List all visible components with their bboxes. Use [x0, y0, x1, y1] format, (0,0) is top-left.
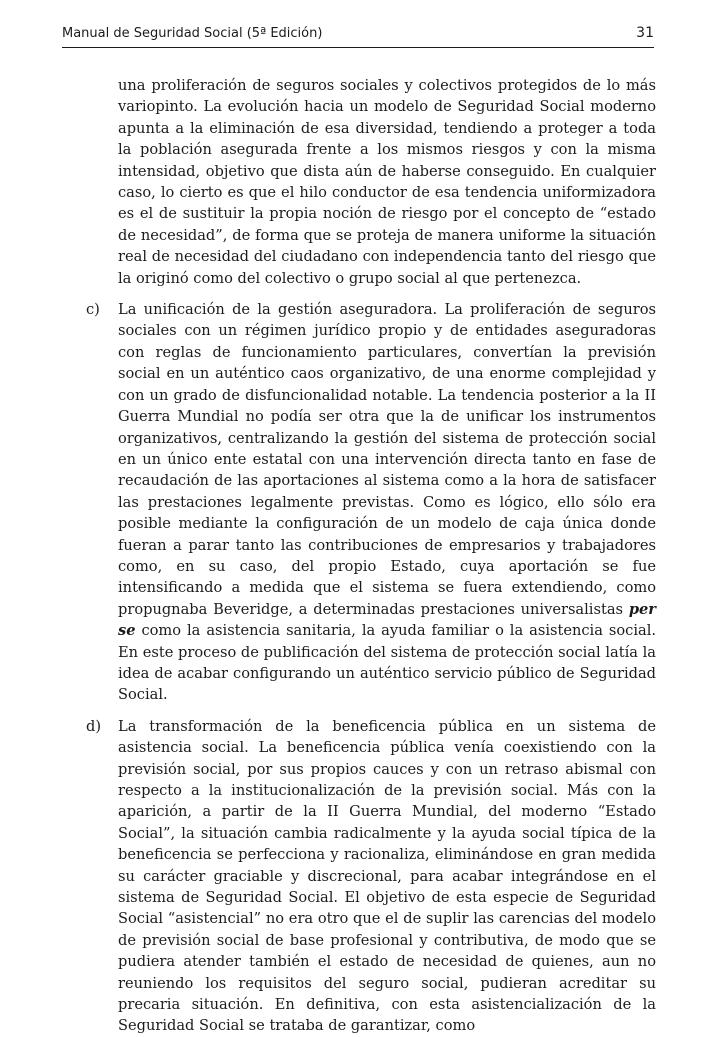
list-marker: c): [86, 301, 100, 319]
list-item-text: La unificación de la gestión aseguradora. La proliferación de seguros sociales con un régimen jurídico propio y de entidades aseguradoras con reglas de funcionamiento particulares, convertían la previsión social en un auténtico caos organizativo, de una enorme complejidad y con un grado de disfuncionalidad notable. La tendencia posterior a la II Guerra Mundial no podía ser otra que la de unificar los instrumentos organizativos, centralizando la gestión del sistema de protección social en un único ente estatal con una intervención directa tanto en fase de recaudación de las aportaciones al sistema como a la hora de satisfacer las prestaciones legalmente previstas. Como es lógico, ello sólo era posible mediante la configuración de un modelo de caja única donde fueran a parar tanto las contribuciones de empresarios y trabajadores como, en su caso, del propio Estado, cuya aportación se fue intensificando a medida que el sistema se fuera extendiendo, como propugnaba Beveridge, a determinadas prestaciones universalistas: [118, 301, 656, 618]
list-item-text-continued: como la asistencia sanitaria, la ayuda familiar o la asistencia social. En este proceso de publificación del sistema de protección social latía la idea de acabar configurando un auténtico servicio público de Seguridad Social.: [118, 622, 656, 704]
emphasis-text: per se: [118, 600, 656, 640]
page-body: [0, 75, 716, 1037]
list-item-c: [86, 299, 656, 706]
list-item-text: La transformación de la beneficencia pública en un sistema de asistencia social. La beneficencia pública venía coexistiendo con la previsión social, por sus propios cauces y con un retraso abismal con respecto a la institucionalización de la previsión social. Más con la aparición, a partir de la II Guerra Mundial, del moderno “Estado Social”, la situación cambia radicalmente y la ayuda social típica de la beneficencia se perfecciona y racionaliza, eliminándose en gran medida su carácter graciable y discrecional, para acabar integrándose en el sistema de Seguridad Social. El objetivo de esta especie de Seguridad Social “asistencial” no era otro que el de suplir las carencias del modelo de previsión social de base profesional y contributiva, de modo que se pudiera atender también el estado de necesidad de quienes, aun no reuniendo los requisitos del seguro social, pudieran acreditar su precaria situación. En definitiva, con esta asistencialización de la Seguridad Social se trataba de garantizar, como: [118, 717, 656, 1035]
continued-paragraph: una proliferación de seguros sociales y colectivos protegidos de lo más variopinto. La evolución hacia un modelo de Seguridad Social moderno apunta a la eliminación de esa diversidad, tendiendo a proteger a toda la población asegurada frente a los mismos riesgos y con la misma intensidad, objetivo que dista aún de haberse conseguido. En cualquier caso, lo cierto es que el hilo conductor de esa tendencia uniformizadora es el de sustituir la propia noción de riesgo por el concepto de “estado de necesidad”, de forma que se proteja de manera uniforme la situación real de necesidad del ciudadano con independencia tanto del riesgo que la originó como del colectivo o grupo social al que pertenezca.: [118, 77, 656, 287]
page-number: 31: [636, 25, 654, 41]
list-item-d: [86, 716, 656, 1037]
list-marker: d): [86, 717, 102, 735]
page-header: [62, 25, 654, 48]
running-header-title: Manual de Seguridad Social (5ª Edición): [62, 26, 323, 41]
